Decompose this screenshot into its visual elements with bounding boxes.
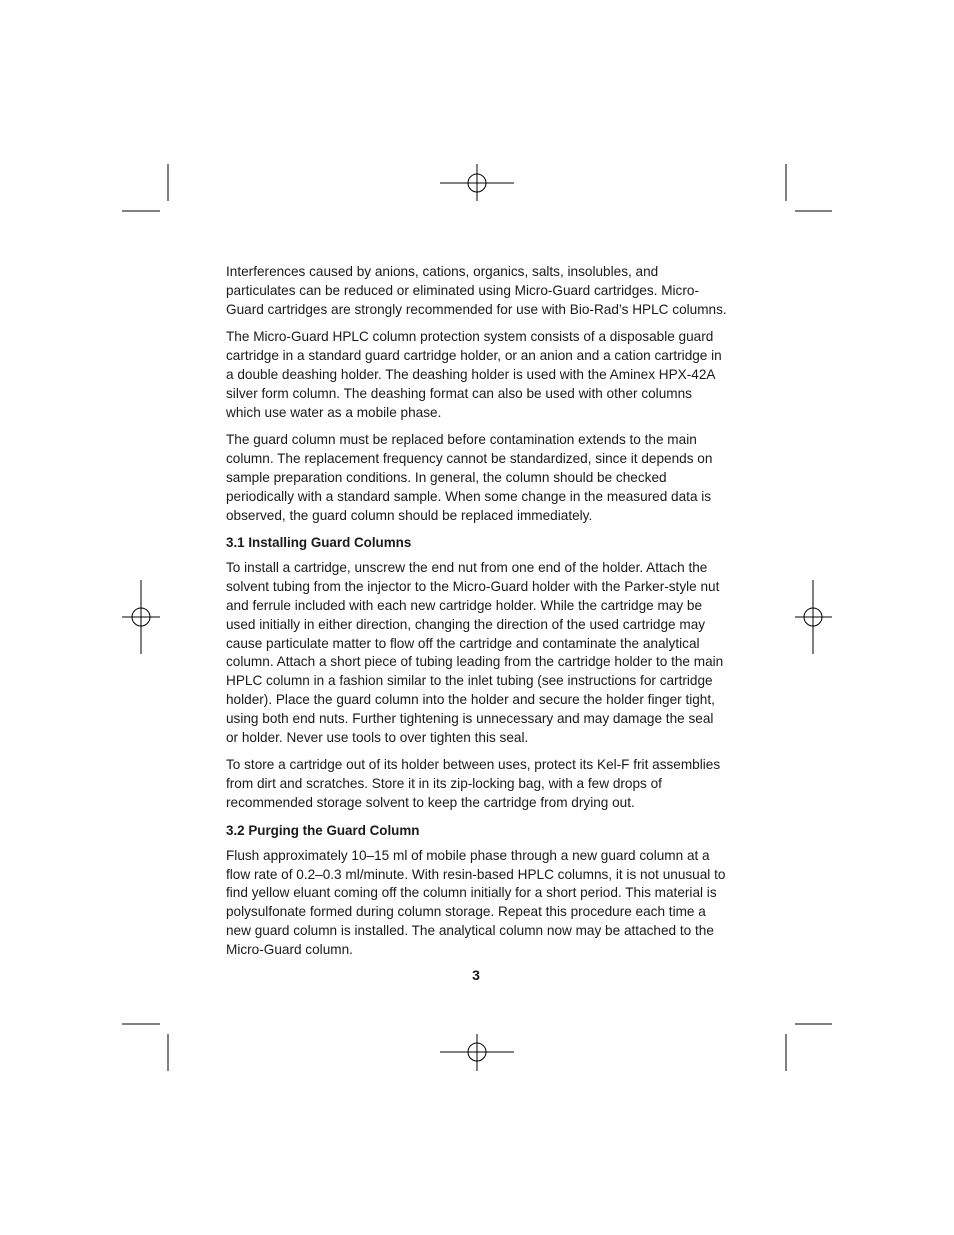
section-3-1-heading: 3.1 Installing Guard Columns bbox=[226, 535, 412, 551]
storage-paragraph: To store a cartridge out of its holder between uses, protect its Kel-F frit assemblies from dirt and scratches. Store it in its zip-locking bag, with a few drops of recommended storage solvent to keep the cartridge from drying out. bbox=[226, 757, 721, 810]
intro-paragraph: Interferences caused by anions, cations, organics, salts, insolubles, and particulates can be reduced or eliminated using Micro-Guard cartridges. Micro-Guard cartridges are strongly recommended for use with Bio-Rad’s HPLC columns. bbox=[226, 264, 727, 317]
purging-paragraph: Flush approximately 10–15 ml of mobile phase through a new guard column at a flow rate of 0.2–0.3 ml/minute. With resin-based HPLC columns, it is not unusual to find yellow eluant coming off the column initially for a short period. This material is polysulfonate formed during column storage. Repeat this procedure each time a new guard column is installed. The analytical column now may be attached to the Micro-Guard column. bbox=[226, 847, 726, 957]
page-number: 3 bbox=[472, 967, 480, 983]
page-body bbox=[226, 263, 728, 969]
installing-paragraph: To install a cartridge, unscrew the end nut from one end of the holder. Attach the solvent tubing from the injector to the Micro-Guard holder with the Parker-style nut and ferrule included with each new cartridge holder. While the cartridge may be used initially in either direction, changing the direction of the used cartridge may cause particulate matter to flow off the cartridge and contaminate the analytical column. Attach a short piece of tubing leading from the cartridge holder to the main HPLC column in a fashion similar to the inlet tubing (see instructions for cartridge holder). Place the guard column into the holder and secure the holder finger tight, using both end nuts. Further tightening is unnecessary and may damage the seal or holder. Never use tools to over tighten this seal. bbox=[226, 560, 724, 745]
system-paragraph: The Micro-Guard HPLC column protection system consists of a disposable guard cartridge in a standard guard cartridge holder, or an anion and a cation cartridge in a double deashing holder. The deashing holder is used with the Aminex HPX-42A silver form column. The deashing format can also be used with other columns which use water as a mobile phase. bbox=[226, 329, 722, 420]
section-3-2-heading: 3.2 Purging the Guard Column bbox=[226, 822, 420, 838]
replacement-paragraph: The guard column must be replaced before contamination extends to the main column. The replacement frequency cannot be standardized, since it depends on sample preparation conditions. In general, the column should be checked periodically with a standard sample. When some change in the measured data is observed, the guard column should be replaced immediately. bbox=[226, 432, 713, 523]
